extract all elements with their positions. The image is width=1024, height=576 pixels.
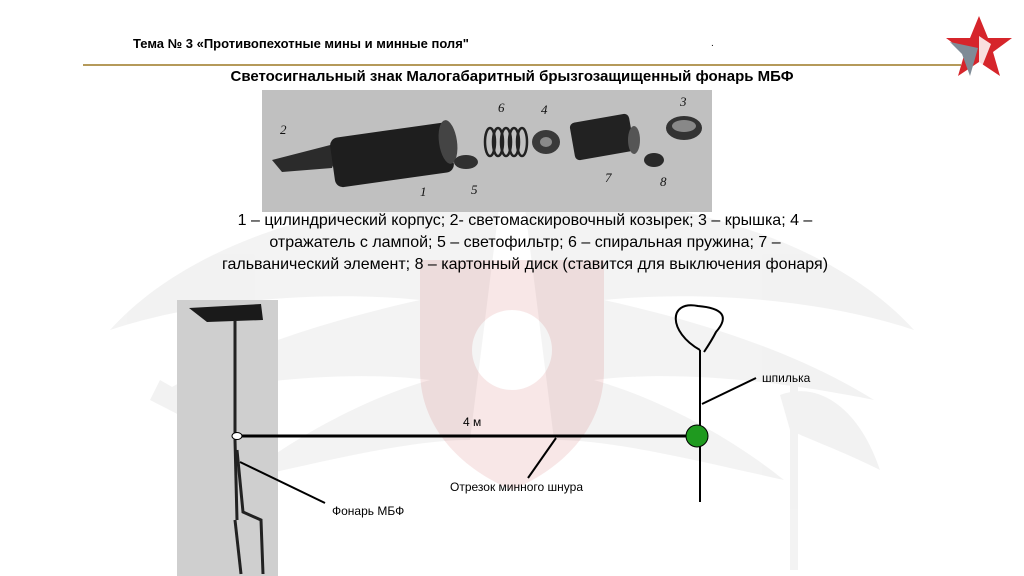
photo-label-4: 4 <box>541 102 548 117</box>
caption-line-3: гальванический элемент; 8 – картонный диск (ставится для выключения фонаря) <box>221 256 829 273</box>
pin-pointer <box>702 378 756 404</box>
caption-line-2: отражатель с лампой; 5 – светофильтр; 6 – спиральная пружина; 7 – <box>269 234 781 251</box>
lamp-label: Фонарь МБФ <box>332 504 405 518</box>
lamp-pointer <box>240 462 325 503</box>
photo-label-2: 2 <box>280 122 287 137</box>
pin-loop <box>676 305 723 352</box>
slide-title: Светосигнальный знак Малогабаритный брызгозащищенный фонарь МБФ <box>230 68 794 85</box>
photo-label-5: 5 <box>471 182 478 197</box>
pin-marker <box>686 425 708 447</box>
photo-label-1: 1 <box>420 184 427 199</box>
cord-label: Отрезок минного шнура <box>450 480 584 494</box>
caption-line-1: 1 – цилиндрический корпус; 2- светомаскировочный козырек; 3 – крышка; 4 – <box>237 212 813 229</box>
lamp-attach-point <box>232 433 242 440</box>
photo-label-7: 7 <box>605 170 612 185</box>
distance-label: 4 м <box>463 415 482 429</box>
cord-pointer <box>528 438 556 478</box>
photo-label-3: 3 <box>680 94 687 109</box>
photo-label-6: 6 <box>498 100 505 115</box>
header-dot: . <box>711 38 714 49</box>
pin-label: шпилька <box>762 371 811 385</box>
photo-label-8: 8 <box>660 174 667 189</box>
topic-header: Тема № 3 «Противопехотные мины и минные поля" <box>133 36 469 51</box>
